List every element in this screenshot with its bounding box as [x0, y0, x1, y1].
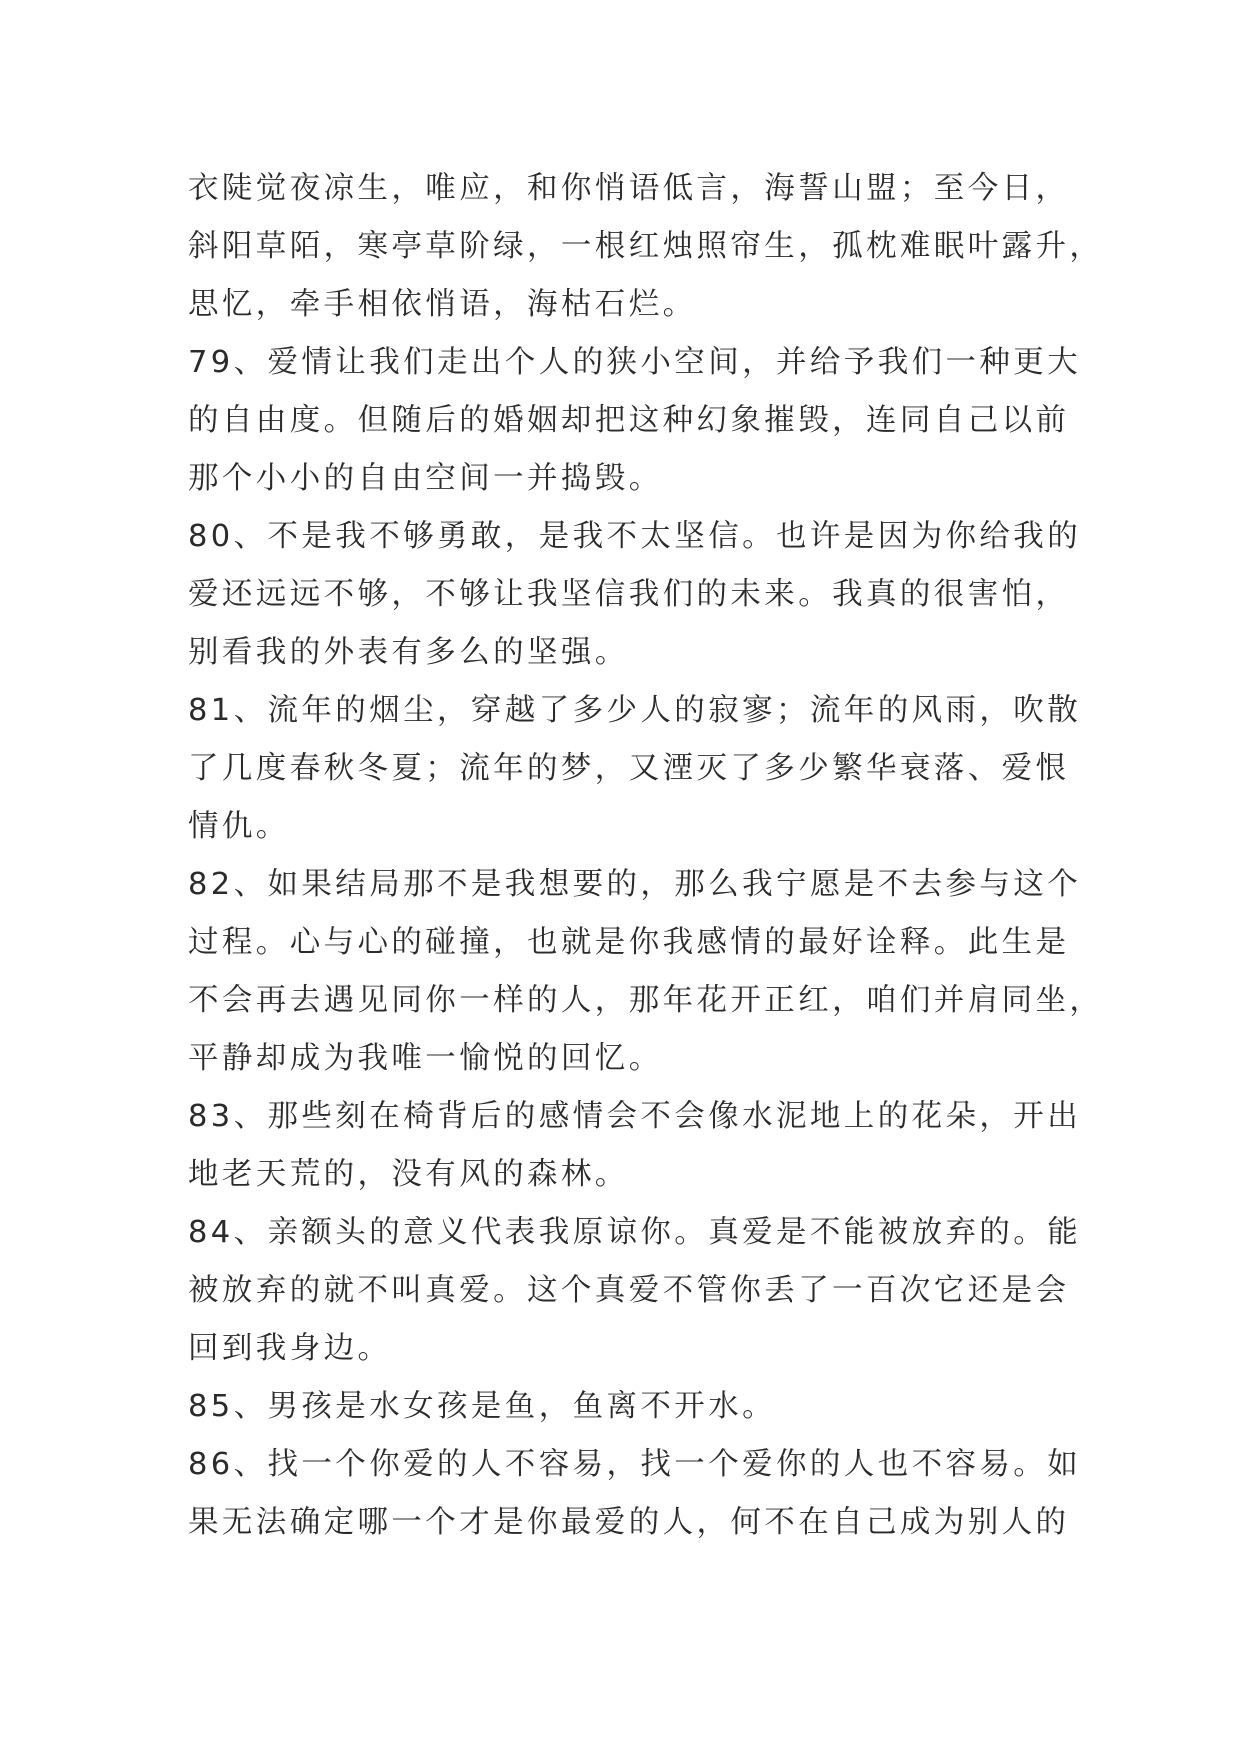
- text-line: 83、那些刻在椅背后的感情会不会像水泥地上的花朵，开出: [188, 1099, 1082, 1134]
- document-body: [188, 160, 1104, 1552]
- text-line: 不会再去遇见同你一样的人，那年花开正红，咱们并肩同坐，: [188, 983, 1104, 1018]
- text-line: 情仇。: [188, 809, 290, 844]
- text-line: 被放弃的就不叫真爱。这个真爱不管你丢了一百次它还是会: [188, 1273, 1070, 1308]
- text-line: 果无法确定哪一个才是你最爱的人，何不在自己成为别人的: [188, 1505, 1070, 1540]
- text-line: 86、找一个你爱的人不容易，找一个爱你的人也不容易。如: [188, 1447, 1082, 1482]
- text-line: 爱还远远不够，不够让我坚信我们的未来。我真的很害怕，: [188, 577, 1070, 612]
- text-line: 79、爱情让我们走出个人的狭小空间，并给予我们一种更大: [188, 345, 1082, 380]
- text-line: 思忆，牵手相依悄语，海枯石烂。: [188, 287, 697, 322]
- text-line: 85、男孩是水女孩是鱼，鱼离不开水。: [188, 1389, 777, 1424]
- text-line: 81、流年的烟尘，穿越了多少人的寂寥；流年的风雨，吹散: [188, 693, 1082, 728]
- text-line: 地老天荒的，没有风的森林。: [188, 1157, 629, 1192]
- text-line: 那个小小的自由空间一并捣毁。: [188, 461, 663, 496]
- text-line: 过程。心与心的碰撞，也就是你我感情的最好诠释。此生是: [188, 925, 1070, 960]
- text-line: 衣陡觉夜凉生，唯应，和你悄语低言，海誓山盟；至今日，: [188, 171, 1070, 206]
- text-line: 80、不是我不够勇敢，是我不太坚信。也许是因为你给我的: [188, 519, 1082, 554]
- text-line: 84、亲额头的意义代表我原谅你。真爱是不能被放弃的。能: [188, 1215, 1082, 1250]
- text-line: 斜阳草陌，寒亭草阶绿，一根红烛照帘生，孤枕难眠叶露升，: [188, 229, 1104, 264]
- text-line: 的自由度。但随后的婚姻却把这种幻象摧毁，连同自己以前: [188, 403, 1070, 438]
- text-line: 82、如果结局那不是我想要的，那么我宁愿是不去参与这个: [188, 867, 1082, 902]
- text-line: 了几度春秋冬夏；流年的梦，又湮灭了多少繁华衰落、爱恨: [188, 751, 1070, 786]
- text-line: 平静却成为我唯一愉悦的回忆。: [188, 1041, 663, 1076]
- text-line: 别看我的外表有多么的坚强。: [188, 635, 629, 670]
- text-line: 回到我身边。: [188, 1331, 392, 1366]
